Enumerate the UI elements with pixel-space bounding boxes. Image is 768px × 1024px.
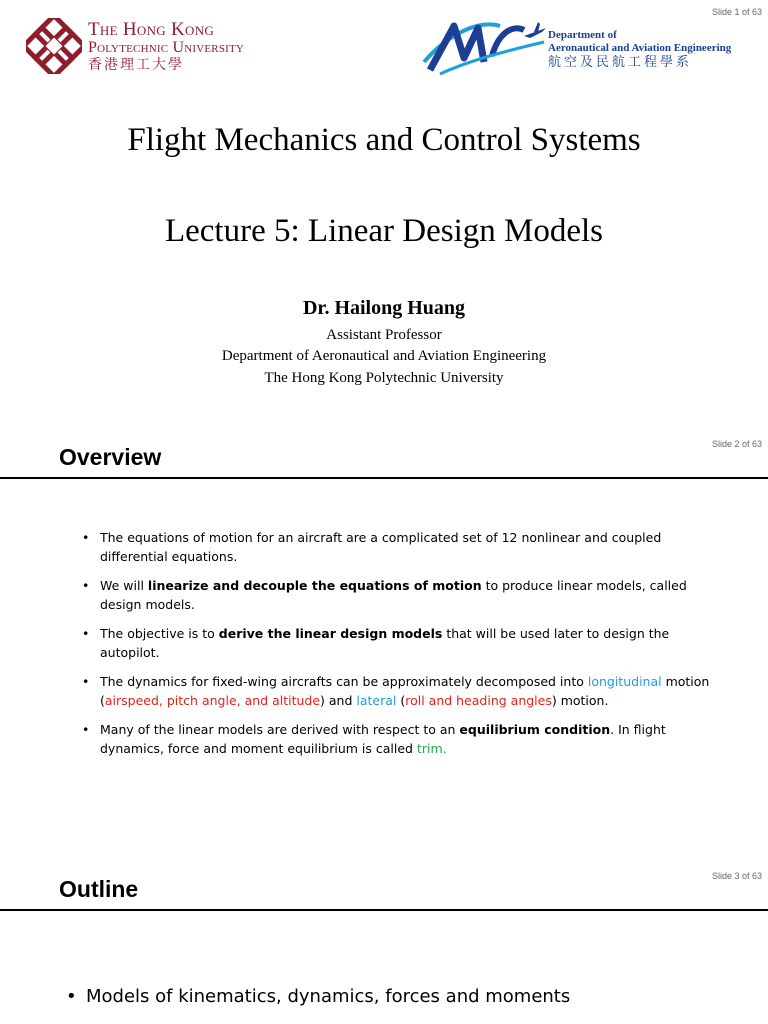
aae-logo-icon — [420, 12, 550, 76]
polyu-logo-icon — [26, 18, 82, 74]
polyu-name-chinese: 香港理工大學 — [88, 58, 184, 73]
author-name: Dr. Hailong Huang — [302, 297, 466, 319]
list-item: • The dynamics for fixed-wing aircrafts can be approximately decomposed into longitudinal motion (airspeed, pitch angle, and altitude) and lateral (roll and heading angles) motion. — [82, 672, 722, 710]
slide-number: Slide 1 of 63 — [711, 7, 762, 17]
department-wordmark — [548, 29, 731, 71]
course-title: Flight Mechanics and Control Systems — [127, 122, 641, 158]
author-position: Assistant Professor — [326, 327, 442, 343]
slide-number: Slide 3 of 63 — [711, 871, 762, 881]
list-item: • The equations of motion for an aircraft are a complicated set of 12 nonlinear and coupled differential equations. — [82, 528, 722, 566]
list-item: • Models of kinematics, dynamics, forces and moments — [66, 986, 571, 1007]
slide-2-overview — [0, 432, 768, 864]
department-chinese: 航空及民航工程學系 — [548, 55, 693, 71]
slide-heading: Outline — [59, 876, 139, 902]
list-item: • Many of the linear models are derived with respect to an equilibrium condition. In flight dynamics, force and moment equilibrium is called trim. — [82, 720, 722, 758]
author-department: Department of Aeronautical and Aviation Engineering — [221, 348, 547, 364]
heading-divider — [0, 477, 768, 479]
heading-divider — [0, 909, 768, 911]
polyu-wordmark — [88, 20, 244, 73]
department-line2: Aeronautical and Aviation Engineering — [548, 41, 732, 54]
author-university: The Hong Kong Polytechnic University — [264, 370, 504, 386]
lecture-title: Lecture 5: Linear Design Models — [164, 213, 604, 249]
list-item: • The objective is to derive the linear design models that will be used later to design the autopilot. — [82, 624, 722, 662]
overview-bullet-list — [82, 528, 722, 768]
slide-1-title — [0, 0, 768, 432]
department-line1: Department of — [548, 29, 617, 41]
slide-3-outline — [0, 864, 768, 1024]
polyu-name-line1: The Hong Kong — [88, 19, 215, 40]
slide-number: Slide 2 of 63 — [711, 439, 762, 449]
polyu-name-line2: Polytechnic University — [88, 39, 245, 56]
slide-heading: Overview — [59, 444, 162, 470]
list-item: • We will linearize and decouple the equations of motion to produce linear models, called design models. — [82, 576, 722, 614]
bullet-icon: • — [66, 986, 77, 1007]
